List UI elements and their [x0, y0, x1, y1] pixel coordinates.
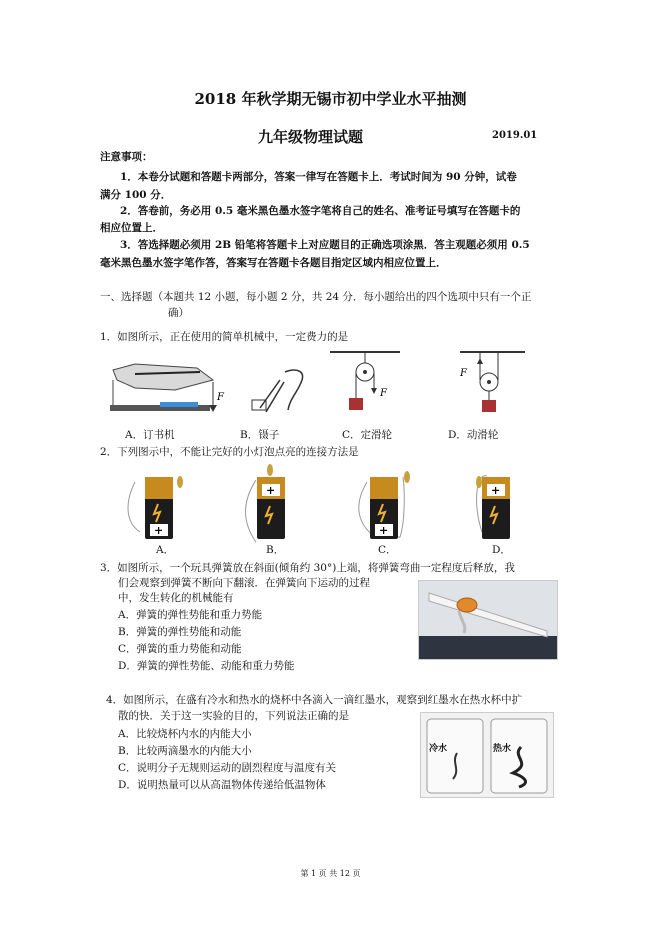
q4-option-c: C．说明分子无规则运动的剧烈程度与温度有关 [118, 762, 337, 774]
battery-c-plus: + [379, 524, 389, 537]
battery-circuit-b [246, 464, 286, 542]
battery-d-plus: + [491, 484, 501, 497]
q3-stem-line-2: 们会观察到弹簧不断向下翻滚．在弹簧向下运动的过程 [118, 577, 370, 589]
battery-circuit-c [359, 471, 410, 539]
q3-option-c: C．弹簧的重力势能和动能 [118, 643, 242, 655]
hot-water-label: 热水 [493, 744, 512, 754]
spring-slope-photo [418, 580, 558, 660]
q3-option-b: B．弹簧的弹性势能和动能 [118, 626, 242, 638]
q2-stem: 2．下列图示中，不能让完好的小灯泡点亮的连接方法是 [100, 446, 359, 458]
q1-option-d: D．动滑轮 [448, 429, 499, 441]
section-1-line-2: 确） [168, 307, 189, 319]
note-2-line-2: 相应位置上． [100, 222, 163, 234]
q1-c-force-label: F [380, 388, 387, 399]
note-2-line-1: 2．答卷前，务必用 0.5 毫米黑色墨水签字笔将自己的姓名、准考证号填写在答题卡的 [120, 205, 521, 217]
q1-figures [105, 350, 525, 430]
q4-option-b: B．比较两滴墨水的内能大小 [118, 745, 252, 757]
q1-option-b: B．镊子 [240, 429, 280, 441]
battery-b-plus: + [266, 484, 276, 497]
q2-option-a: A． [156, 544, 175, 556]
cold-water-label: 冷水 [429, 744, 448, 754]
notes-heading: 注意事项： [100, 151, 153, 163]
q1-a-force-label: F [217, 392, 224, 403]
section-1-line-1: 一、选择题（本题共 12 小题，每小题 2 分，共 24 分．每小题给出的四个选项中只有一个正 [100, 291, 532, 303]
q3-stem-line-3: 中，发生转化的机械能有 [118, 592, 234, 604]
note-3-line-2: 毫米黑色墨水签字笔作答，答案写在答题卡各题目指定区域内相应位置上． [100, 257, 447, 269]
q1-stem: 1．如图所示，正在使用的简单机械中，一定费力的是 [100, 331, 349, 343]
note-3-line-1: 3．答选择题必须用 2B 铅笔将答题卡上对应题目的正确选项涂黑．答主观题必须用 0.5 [120, 239, 530, 251]
beakers-photo [420, 712, 554, 798]
q3-stem-line-1: 3．如图所示，一个玩具弹簧放在斜面(倾角约 30°)上端，将弹簧弯曲一定程度后释放，我 [100, 562, 515, 574]
q2-option-d: D． [492, 544, 511, 556]
battery-circuit-d [476, 476, 510, 539]
battery-circuit-a [128, 476, 183, 539]
fixed-pulley-figure [330, 352, 400, 410]
q2-figures [120, 462, 540, 547]
note-1-line-1: 1．本卷分试题和答题卡两部分，答案一律写在答题卡上．考试时间为 90 分钟，试卷 [120, 171, 517, 183]
q2-option-b: B． [266, 544, 285, 556]
q2-option-c: C． [378, 544, 397, 556]
q4-option-d: D．说明热量可以从高温物体传递给低温物体 [118, 779, 326, 791]
battery-a-plus: + [154, 524, 164, 537]
q3-option-d: D．弹簧的弹性势能、动能和重力势能 [118, 660, 295, 672]
exam-title: 2018 年秋学期无锡市初中学业水平抽测 [194, 90, 467, 108]
q1-option-c: C．定滑轮 [342, 429, 393, 441]
stapler-figure [110, 364, 225, 412]
q4-stem-line-1: 4．如图所示，在盛有冷水和热水的烧杯中各滴入一滴红墨水，观察到红墨水在热水杯中扩 [106, 694, 523, 706]
movable-pulley-figure [459, 352, 525, 412]
note-1-line-2: 满分 100 分． [100, 189, 172, 201]
exam-subtitle: 九年级物理试题 [258, 128, 364, 146]
q4-stem-line-2: 散的快．关于这一实验的目的，下列说法正确的是 [118, 710, 349, 722]
q1-option-a: A．订书机 [125, 429, 175, 441]
tweezers-figure [252, 370, 303, 412]
q3-option-a: A．弹簧的弹性势能和重力势能 [118, 609, 263, 621]
q1-d-force-label: F [460, 368, 467, 379]
exam-date: 2019.01 [492, 130, 538, 141]
page-footer: 第 1 页 共 12 页 [300, 869, 361, 878]
q4-option-a: A．比较烧杯内水的内能大小 [118, 728, 252, 740]
